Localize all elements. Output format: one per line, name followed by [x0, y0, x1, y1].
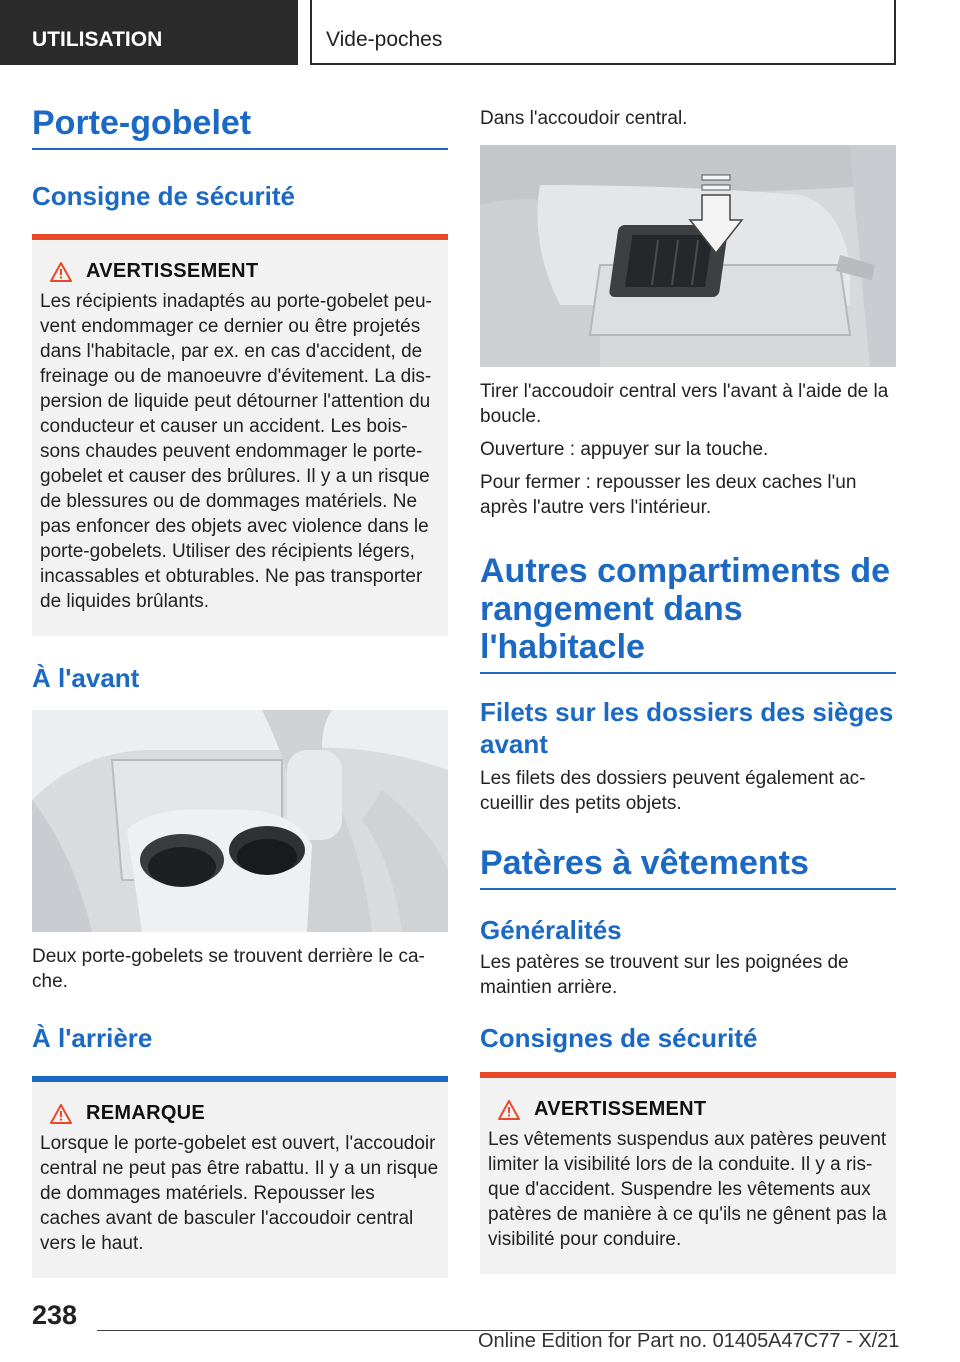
front-cupholder-photo — [32, 710, 448, 932]
note-text: Lorsque le porte-gobelet est ouvert, l'accoudoir central ne peut pas être rabattu. Il y a un risque de dommages matériels. Repousser les caches avant de basculer l'accoudoir central vers le haut. — [40, 1133, 439, 1254]
nets-text: Les filets des dossiers peuvent également ac-cueillir des petits objets. — [480, 768, 866, 814]
general-text: Les patères se trouvent sur les poignées de maintien arrière. — [480, 952, 849, 998]
hooks-warning-label: AVERTISSEMENT — [534, 1098, 707, 1120]
front-heading: À l'avant — [32, 663, 140, 693]
hooks-warning-title — [488, 1098, 888, 1121]
left-column — [32, 96, 448, 1278]
storage-title: Autres compartiments de rangement dans l'habitacle — [480, 544, 896, 674]
warning-text: Les récipients inadaptés au porte-gobelet peu-vent endommager ce dernier ou être projetés dans l'habitacle, par ex. en cas d'accident, de freinage ou de manoeuvre d'évitement. La dis-persion de liquide peut détourner l'attention du conducteur et causer un accident. Les bois-sons chaudes peuvent endommager le porte-gobelet et causer des brûlures. Il y a un risque de blessures ou de dommages matériels. Ne pas enfoncer des objets avec violence dans le porte-gobelets. Utiliser des récipients légers, incassables et obturables. Ne pas transporter de liquides brûlants. — [40, 291, 432, 612]
hooks-warning-text: Les vêtements suspendus aux patères peuvent limiter la visibilité lors de la conduite. Il y a ris-que d'accident. Suspendre les vêtements aux patères de manière à ce qu'ils ne gênent pas la visibilité pour conduire. — [488, 1129, 887, 1250]
warning-label: AVERTISSEMENT — [86, 260, 259, 282]
page-number: 238 — [32, 1300, 78, 1330]
section-tab: UTILISATION — [0, 0, 298, 65]
warning-triangle-icon — [50, 1104, 72, 1124]
right-column — [480, 96, 896, 1274]
hooks-safety-heading: Consignes de sécurité — [480, 1023, 758, 1053]
chapter-title: Vide-poches — [310, 0, 896, 65]
note-box — [32, 1076, 448, 1278]
edition-note: Online Edition for Part no. 01405A47C77 - X/21 — [478, 1330, 900, 1352]
warning-triangle-icon — [498, 1100, 520, 1120]
step-3: Pour fermer : repousser les deux caches l'un après l'autre vers l'intérieur. — [480, 472, 857, 518]
rear-armrest-photo — [480, 145, 896, 367]
note-label: REMARQUE — [86, 1102, 206, 1124]
safety-heading: Consigne de sécurité — [32, 181, 295, 211]
general-heading: Généralités — [480, 915, 622, 945]
warning-triangle-icon — [50, 262, 72, 282]
step-1: Tirer l'accoudoir central vers l'avant à l'aide de la boucle. — [480, 381, 889, 427]
page-title-cupholder: Porte-gobelet — [32, 96, 448, 150]
note-title — [40, 1102, 440, 1125]
hooks-title: Patères à vêtements — [480, 836, 896, 890]
nets-heading: Filets sur les dossiers des sièges avant — [480, 697, 894, 759]
warning-box — [32, 234, 448, 636]
armrest-intro: Dans l'accoudoir central. — [480, 108, 688, 129]
front-text: Deux porte-gobelets se trouvent derrière le ca-che. — [32, 946, 425, 992]
rear-heading: À l'arrière — [32, 1023, 153, 1053]
warning-title — [40, 260, 440, 283]
hooks-warning-box — [480, 1072, 896, 1274]
step-2: Ouverture : appuyer sur la touche. — [480, 439, 769, 460]
